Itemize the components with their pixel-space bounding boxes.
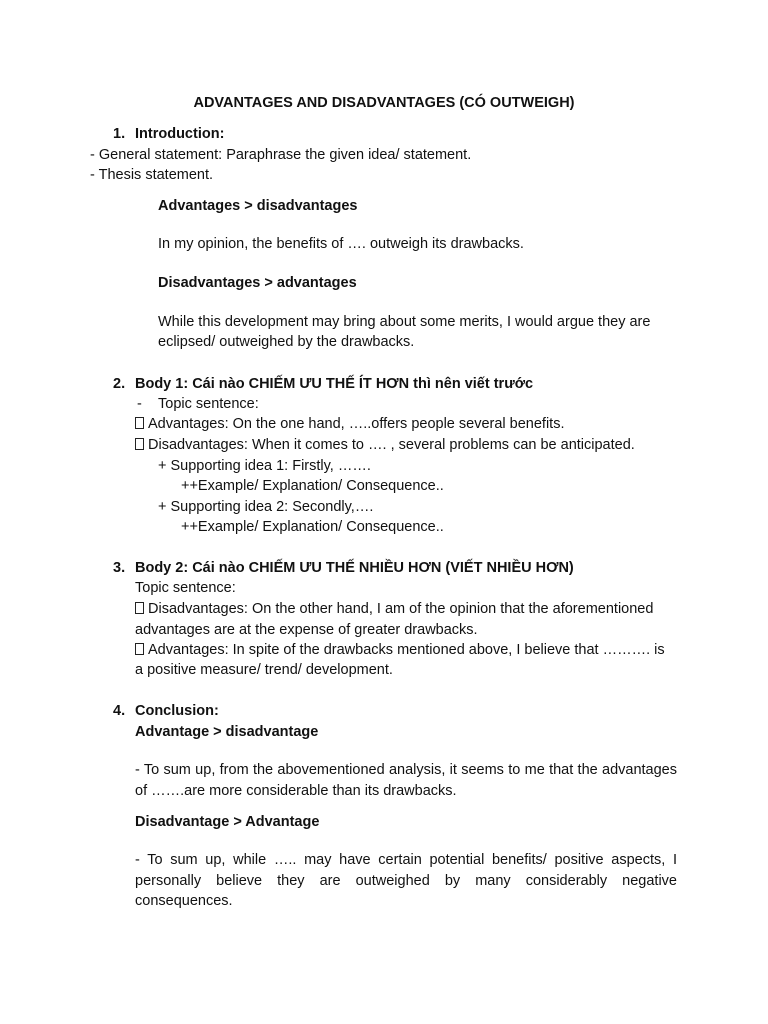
- intro-disadv-text-line1: While this development may bring about some merits, I would argue they are: [158, 314, 651, 330]
- conclusion-adv-heading: Advantage > disadvantage: [135, 724, 319, 740]
- body2-disadvantages-text-line2: advantages are at the expense of greater drawbacks.: [135, 622, 478, 638]
- section-heading-conclusion: Conclusion:: [135, 703, 219, 719]
- checkbox-icon: [135, 417, 144, 429]
- body2-advantages-item: [135, 640, 665, 660]
- conclusion-disadv-heading: Disadvantage > Advantage: [135, 814, 320, 830]
- body2-topic-sentence: Topic sentence:: [135, 580, 236, 596]
- body1-advantages-item: [135, 414, 564, 434]
- section-heading-body1: Body 1: Cái nào CHIẾM ƯU THẾ ÍT HƠN thì nên viết trước: [135, 376, 534, 392]
- intro-adv-heading: Advantages > disadvantages: [158, 198, 358, 214]
- body2-disadvantages-item: [135, 599, 653, 619]
- section-number-body1: 2.: [113, 376, 126, 392]
- document-title: ADVANTAGES AND DISADVANTAGES (CÓ OUTWEIGH): [193, 95, 575, 111]
- body2-advantages-text-line2: a positive measure/ trend/ development.: [135, 662, 393, 678]
- body2-disadvantages-text-line1: Disadvantages: On the other hand, I am of the opinion that the aforementioned: [148, 601, 654, 617]
- section-heading-intro: Introduction:: [135, 126, 225, 142]
- body1-example-1: ++Example/ Explanation/ Consequence..: [181, 478, 444, 494]
- intro-disadv-heading: Disadvantages > advantages: [158, 275, 357, 291]
- body1-dash: -: [137, 396, 142, 412]
- section-number-conclusion: 4.: [113, 703, 126, 719]
- intro-thesis-statement: - Thesis statement.: [90, 167, 214, 183]
- body1-advantages-text: Advantages: On the one hand, …..offers people several benefits.: [148, 416, 565, 432]
- conclusion-disadv-text: - To sum up, while ….. may have certain potential benefits/ positive aspects, I personally believe they are outweighed by many considerably negative consequences.: [135, 852, 677, 909]
- body1-supporting-idea-2: + Supporting idea 2: Secondly,….: [158, 499, 374, 515]
- checkbox-icon: [135, 438, 144, 450]
- body1-topic-sentence: Topic sentence:: [158, 396, 259, 412]
- intro-adv-text: In my opinion, the benefits of …. outweigh its drawbacks.: [158, 236, 524, 252]
- body1-disadvantages-text: Disadvantages: When it comes to …. , several problems can be anticipated.: [148, 437, 635, 453]
- body1-disadvantages-item: [135, 435, 635, 455]
- section-heading-body2: Body 2: Cái nào CHIẾM ƯU THẾ NHIỀU HƠN (VIẾT NHIỀU HƠN): [135, 560, 574, 576]
- body2-advantages-text-line1: Advantages: In spite of the drawbacks mentioned above, I believe that ………. is: [148, 642, 665, 658]
- intro-general-statement: - General statement: Paraphrase the given idea/ statement.: [90, 147, 472, 163]
- checkbox-icon: [135, 643, 144, 655]
- checkbox-icon: [135, 602, 144, 614]
- section-number-body2: 3.: [113, 560, 126, 576]
- intro-disadv-text-line2: eclipsed/ outweighed by the drawbacks.: [158, 334, 415, 350]
- conclusion-adv-text: - To sum up, from the abovementioned analysis, it seems to me that the advantages of …….are more considerable than its drawbacks.: [135, 762, 677, 799]
- body1-supporting-idea-1: + Supporting idea 1: Firstly, …….: [158, 458, 371, 474]
- body1-example-2: ++Example/ Explanation/ Consequence..: [181, 519, 444, 535]
- section-number-intro: 1.: [113, 126, 126, 142]
